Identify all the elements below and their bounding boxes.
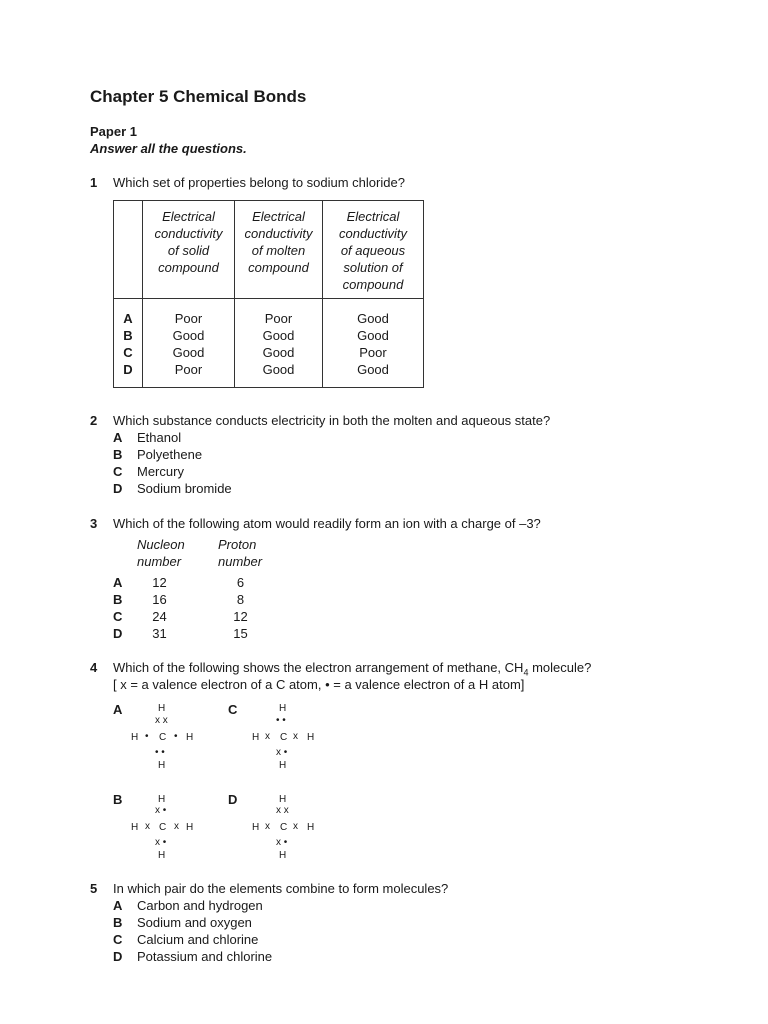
option-letter: C (113, 464, 123, 479)
question-5-text: In which pair do the elements combine to form molecules? (113, 881, 449, 896)
electron: • (174, 731, 178, 742)
question-4-number: 4 (90, 660, 98, 675)
option-text: Potassium and chlorine (137, 949, 273, 964)
option-letter: D (113, 481, 123, 496)
question-4-legend: [ x = a valence electron of a C atom, • = a valence electron of a H atom] (113, 677, 525, 692)
electron-pair: • • (155, 747, 165, 758)
question-3-number: 3 (90, 516, 98, 531)
hydrogen-atom: H (252, 822, 260, 833)
electron: • (145, 731, 149, 742)
electron-pair: • • (276, 715, 286, 726)
option-text: Mercury (137, 464, 184, 479)
option-letter: A (113, 430, 123, 445)
paper-label: Paper 1 (90, 124, 137, 139)
solid-values-column: Poor Good Good Poor (143, 299, 235, 388)
hydrogen-atom: H (279, 850, 287, 861)
hydrogen-atom: H (158, 760, 166, 771)
hydrogen-atom: H (158, 703, 166, 714)
electron: x (265, 821, 270, 832)
question-3-text: Which of the following atom would readily form an ion with a charge of –3? (113, 516, 541, 531)
page-title: Chapter 5 Chemical Bonds (90, 87, 307, 106)
electron-pair: x x (276, 805, 289, 816)
question-2-text: Which substance conducts electricity in both the molten and aqueous state? (113, 413, 551, 428)
nucleon-number-header: Nucleon number (137, 537, 185, 569)
proton-values: 6 8 12 15 (233, 575, 248, 641)
electron-pair: x • (276, 747, 288, 758)
question-2-number: 2 (90, 413, 98, 428)
electron-pair: x • (155, 805, 167, 816)
option-letter: B (113, 915, 123, 930)
electron: x (293, 821, 298, 832)
hydrogen-atom: H (131, 822, 139, 833)
electron-pair: x • (276, 837, 288, 848)
electron: x (145, 821, 150, 832)
electron: x (174, 821, 179, 832)
carbon-atom: C (159, 822, 167, 833)
electron-pair: x • (155, 837, 167, 848)
hydrogen-atom: H (186, 732, 194, 743)
option-letters: A B C D (113, 575, 123, 641)
question-4-text: Which of the following shows the electron arrangement of methane, $CH_4$ molecule? (113, 660, 592, 678)
aqueous-values-column: Good Good Poor Good (323, 299, 424, 388)
option-text: Sodium bromide (137, 481, 232, 496)
question-5-number: 5 (90, 881, 98, 896)
option-letter: A (113, 702, 123, 717)
option-letters-column: A B C D (114, 299, 143, 388)
option-letter: A (113, 898, 123, 913)
header-aqueous: Electrical conductivity of aqueous solution of compound (323, 201, 424, 299)
table-corner-cell (114, 201, 143, 299)
hydrogen-atom: H (158, 794, 166, 805)
electron: x (265, 731, 270, 742)
question-1-text: Which set of properties belong to sodium chloride? (113, 175, 405, 190)
hydrogen-atom: H (279, 760, 287, 771)
carbon-atom: C (280, 822, 288, 833)
carbon-atom: C (159, 732, 167, 743)
option-letter: D (228, 792, 238, 807)
option-letter: B (113, 792, 123, 807)
option-letter: C (113, 932, 123, 947)
electron-pair: x x (155, 715, 168, 726)
question-1-table (113, 200, 424, 388)
carbon-atom: C (280, 732, 288, 743)
option-letter: B (113, 447, 123, 462)
option-text: Carbon and hydrogen (137, 898, 263, 913)
instruction: Answer all the questions. (90, 141, 247, 156)
header-molten: Electrical conductivity of molten compound (235, 201, 323, 299)
hydrogen-atom: H (307, 732, 315, 743)
question-1-number: 1 (90, 175, 98, 190)
hydrogen-atom: H (131, 732, 139, 743)
electron: x (293, 731, 298, 742)
proton-number-header: Proton number (218, 537, 263, 569)
option-letter: C (228, 702, 238, 717)
hydrogen-atom: H (279, 703, 287, 714)
option-letter: D (113, 949, 123, 964)
hydrogen-atom: H (307, 822, 315, 833)
option-text: Polyethene (137, 447, 203, 462)
nucleon-values: 12 16 24 31 (152, 575, 167, 641)
header-solid: Electrical conductivity of solid compound (143, 201, 235, 299)
hydrogen-atom: H (186, 822, 194, 833)
hydrogen-atom: H (252, 732, 260, 743)
option-text: Calcium and chlorine (137, 932, 259, 947)
hydrogen-atom: H (158, 850, 166, 861)
molten-values-column: Poor Good Good Good (235, 299, 323, 388)
hydrogen-atom: H (279, 794, 287, 805)
option-text: Sodium and oxygen (137, 915, 252, 930)
option-text: Ethanol (137, 430, 182, 445)
